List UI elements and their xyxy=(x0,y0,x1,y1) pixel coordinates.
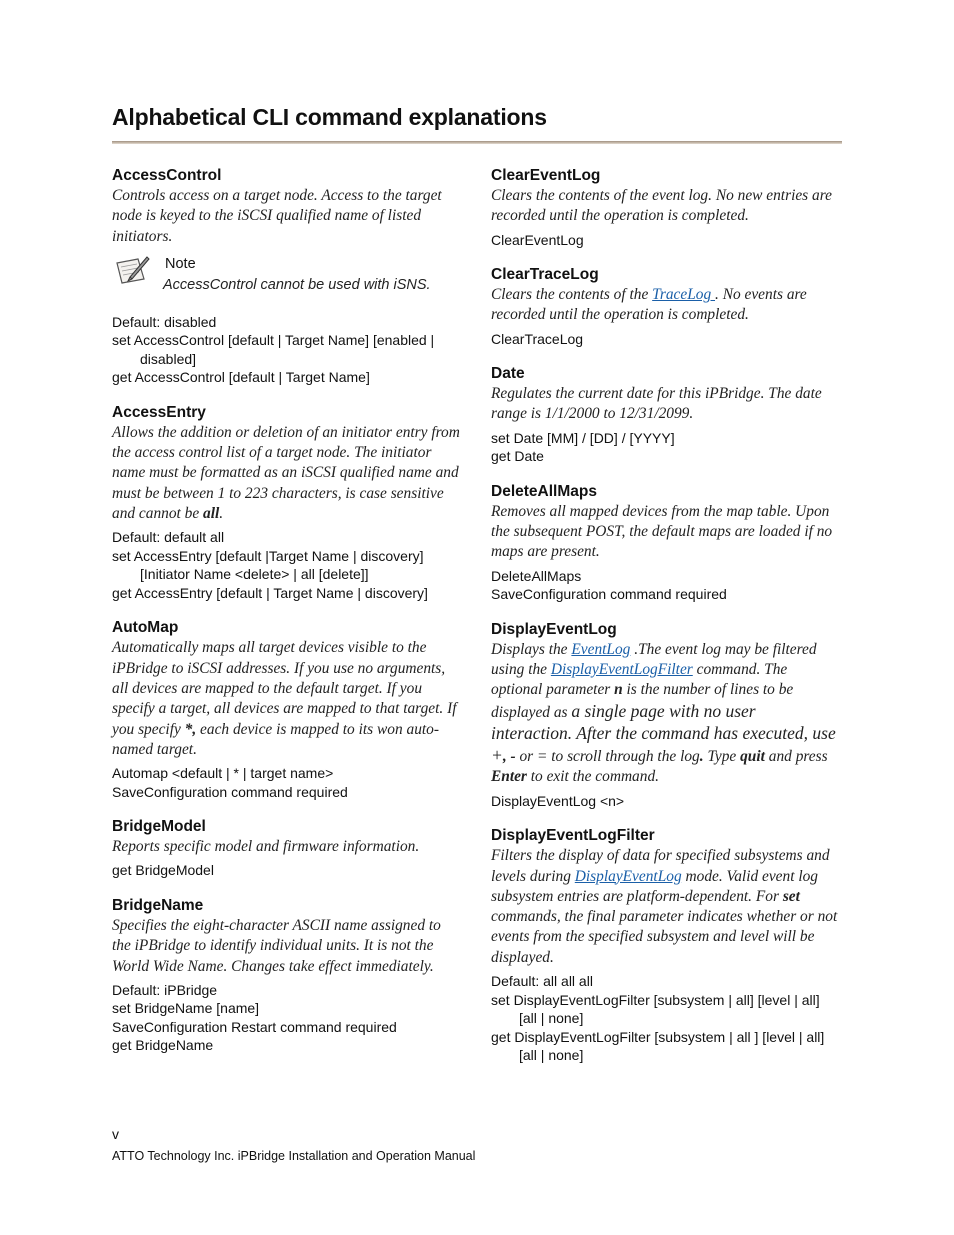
entry-description: Removes all mapped devices from the map table. Upon the subsequent POST, the default maps are loaded if no maps are present. xyxy=(491,502,833,561)
entry-description: Reports specific model and firmware information. xyxy=(112,838,420,856)
entry-title: Date xyxy=(491,365,525,383)
command-line: Default: iPBridge xyxy=(112,981,218,998)
entry-title: AccessControl xyxy=(112,167,222,184)
command-line: SaveConfiguration Restart command required xyxy=(112,1018,397,1035)
entry-displayeventlog xyxy=(491,620,841,811)
note-text: AccessControl cannot be used with iSNS. xyxy=(163,276,431,293)
entry-title: ClearTraceLog xyxy=(491,266,599,284)
eventlog-link[interactable]: EventLog xyxy=(571,640,631,658)
entry-title: AccessEntry xyxy=(112,403,206,421)
entry-bridgename xyxy=(112,896,462,1055)
command-line: Default: default all xyxy=(112,529,225,546)
entry-description: Displays the EventLog .The event log may be filtered using the DisplayEventLogFilter command. The optional parameter n is the number of lines to be displayed as a single page with no user interaction. After the command has executed, use +, - or = to scroll through the log. Type quit and press Enter to exit the command. xyxy=(491,640,836,786)
command-line: DeleteAllMaps xyxy=(491,567,582,584)
entry-title: DisplayEventLogFilter xyxy=(491,827,655,845)
entry-description: Regulates the current date for this iPBridge. The date range is 1/1/2000 to 12/31/2099. xyxy=(491,385,822,423)
entry-title: ClearEventLog xyxy=(491,167,601,184)
command-line: get BridgeName xyxy=(112,1037,214,1054)
entry-title: DeleteAllMaps xyxy=(491,482,597,500)
command-line: get AccessControl [default | Target Name] xyxy=(112,369,370,386)
command-line: get BridgeModel xyxy=(112,862,214,879)
command-line: set DisplayEventLogFilter [subsystem | all] [level | all] [all | none] xyxy=(491,991,820,1027)
command-line: get Date xyxy=(491,448,544,465)
command-line: SaveConfiguration command required xyxy=(491,586,727,603)
entry-description: Clears the contents of the TraceLog . No events are recorded until the operation is completed. xyxy=(491,286,807,324)
command-line: set BridgeName [name] xyxy=(112,1000,260,1017)
page-title: Alphabetical CLI command explanations xyxy=(112,104,547,130)
entry-description: Automatically maps all target devices visible to the iPBridge to iSCSI addresses. If you use no arguments, all devices are mapped to the default target. If you specify a target, all devices are mapped to that target. If you specify *, each device is mapped to its won auto-named target. xyxy=(112,639,457,758)
right-column xyxy=(491,166,841,1081)
command-line: set Date [MM] / [DD] / [YYYY] xyxy=(491,429,675,446)
entry-automap xyxy=(112,618,462,801)
entry-deleteallmaps xyxy=(491,482,841,604)
command-line: get DisplayEventLogFilter [subsystem | all ] [level | all] [all | none] xyxy=(491,1028,825,1064)
command-line: DisplayEventLog <n> xyxy=(491,792,625,809)
entry-description: Filters the display of data for specified subsystems and levels during DisplayEventLog mode. Valid event log subsystem entries are platform-dependent. For set commands, the final parameter indicates whether or not events from the specified subsystem and level will be displayed. xyxy=(491,847,838,966)
command-line: Default: disabled xyxy=(112,313,217,330)
note-label: Note xyxy=(165,255,196,272)
entry-title: DisplayEventLog xyxy=(491,620,617,638)
command-line: Default: all all all xyxy=(491,973,593,990)
footer-text: ATTO Technology Inc. iPBridge Installation and Operation Manual xyxy=(112,1149,476,1163)
command-line: SaveConfiguration command required xyxy=(112,783,348,800)
command-line: set AccessEntry [default |Target Name | discovery] [Initiator Name <delete> | all [delete]] xyxy=(112,547,424,583)
note-pencil-icon xyxy=(114,255,152,285)
entry-title: BridgeName xyxy=(112,896,204,914)
entry-accesscontrol xyxy=(112,166,462,387)
tracelog-link[interactable]: TraceLog xyxy=(652,286,716,304)
displayeventlog-link[interactable]: DisplayEventLog xyxy=(574,867,682,885)
entry-description: Clears the contents of the event log. No new entries are recorded until the operation is completed. xyxy=(491,187,832,225)
left-column xyxy=(112,166,462,1071)
entry-description: Allows the addition or deletion of an initiator entry from the access control list of a target node. The initiator name must be formatted as an iSCSI qualified name and must be between 1 to 223 characters, is case sensitive and cannot be all. xyxy=(112,423,460,523)
entry-title: AutoMap xyxy=(112,619,179,637)
entry-bridgemodel xyxy=(112,817,462,880)
entry-description: Controls access on a target node. Access to the target node is keyed to the iSCSI qualified name of listed initiators. xyxy=(112,187,442,245)
command-line: ClearTraceLog xyxy=(491,330,584,347)
command-line: set AccessControl [default | Target Name] [enabled | disabled] xyxy=(112,332,435,367)
entry-accessentry xyxy=(112,403,462,602)
command-line: get AccessEntry [default | Target Name | discovery] xyxy=(112,584,428,601)
entry-displayeventlogfilter xyxy=(491,826,841,1064)
entry-title: BridgeModel xyxy=(112,818,206,836)
title-divider xyxy=(112,141,842,144)
command-line: Automap <default | * | target name> xyxy=(112,765,334,782)
entry-cleartracelog xyxy=(491,265,841,348)
entry-description: Specifies the eight-character ASCII name assigned to the iPBridge to identify individual units. It is not the World Wide Name. Changes take effect immediately. xyxy=(112,916,441,975)
displayeventlogfilter-link[interactable]: DisplayEventLogFilter xyxy=(550,660,693,678)
note-box xyxy=(112,255,462,303)
command-line: ClearEventLog xyxy=(491,231,584,248)
entry-date xyxy=(491,364,841,466)
entry-cleareventlog xyxy=(491,166,841,249)
page-number: v xyxy=(112,1126,119,1142)
